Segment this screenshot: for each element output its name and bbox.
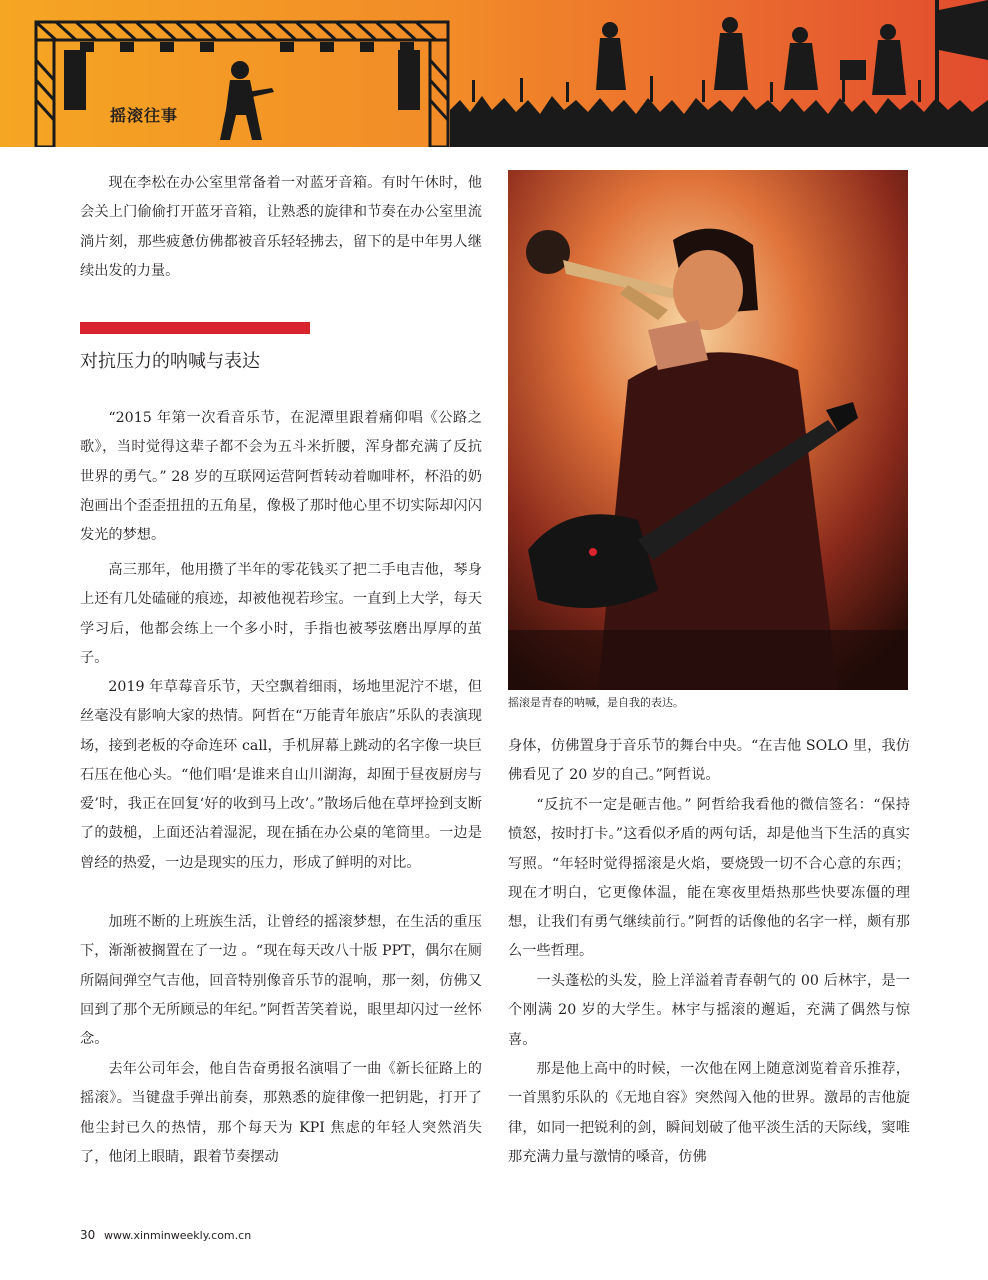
article-paragraph-5: 加班不断的上班族生活，让曾经的摇滚梦想，在生活的重压下，渐渐被搁置在了一边 。“现在每天改八十版 PPT，偶尔在厕所隔间弹空气吉他，回音特别像音乐节的混响，那一刻，仿佛又回到了那个无所顾忌的年纪。”阿哲苦笑着说，眼里却闪过一丝怀念。 (80, 914, 482, 1048)
section-divider-bar (80, 322, 310, 334)
page-number: 30 (80, 1228, 96, 1242)
article-paragraph-8: “反抗不一定是砸吉他。” 阿哲给我看他的微信签名：“保持愤怒，按时打卡。”这看似矛盾的两句话，却是他当下生活的真实写照。“年轻时觉得摇滚是火焰，要烧毁一切不合心意的东西；现在才明白，它更像体温，能在寒夜里焐热那些快要冻僵的理想，让我们有勇气继续前行。”阿哲的话像他的名字一样，颇有那么一些哲理。 (508, 797, 910, 960)
section-label: 摇滚往事 (110, 106, 179, 125)
header-banner (0, 0, 988, 147)
article-paragraph-4: 2019 年草莓音乐节，天空飘着细雨，场地里泥泞不堪，但丝毫没有影响大家的热情。阿哲在“万能青年旅店”乐队的表演现场，接到老板的夺命连环 call，手机屏幕上跳动的名字像一块巨石压在他心头。“他们唱‘是谁来自山川湖海，却囿于昼夜厨房与爱’时，我正在回复‘好的收到马上改’。”散场后他在草坪捡到支断了的鼓槌，上面还沾着湿泥，现在插在办公桌的笔筒里。一边是曾经的热爱，一边是现实的压力，形成了鲜明的对比。 (80, 679, 482, 871)
article-paragraph-7: 身体，仿佛置身于音乐节的舞台中央。“在吉他 SOLO 里，我仿佛看见了 20 岁的自己。”阿哲说。 (508, 738, 910, 784)
photo-caption: 摇滚是青春的呐喊，是自我的表达。 (508, 696, 684, 709)
site-url: www.xinminweekly.com.cn (104, 1229, 252, 1242)
concert-photo (508, 170, 908, 690)
article-paragraph-10: 那是他上高中的时候，一次他在网上随意浏览着音乐推荐，一首黑豹乐队的《无地自容》突然闯入他的世界。激昂的吉他旋律，如同一把锐利的剑，瞬间划破了他平淡生活的天际线，窦唯那充满力量与激情的嗓音，仿佛 (508, 1061, 910, 1165)
article-paragraph-3: 高三那年，他用攒了半年的零花钱买了把二手电吉他，琴身上还有几处磕碰的痕迹，却被他视若珍宝。一直到上大学，每天学习后，他都会练上一个多小时，手指也被琴弦磨出厚厚的茧子。 (80, 562, 482, 666)
article-paragraph-2: “2015 年第一次看音乐节，在泥潭里跟着痛仰唱《公路之歌》，当时觉得这辈子都不会为五斗米折腰，浑身都充满了反抗世界的勇气。” 28 岁的互联网运营阿哲转动着咖啡杯，杯沿的奶泡画出个歪歪扭扭的五角星，像极了那时他心里不切实际却闪闪发光的梦想。 (80, 410, 482, 544)
article-paragraph-9: 一头蓬松的头发，脸上洋溢着青春朝气的 00 后林宇，是一个刚满 20 岁的大学生。林宇与摇滚的邂逅，充满了偶然与惊喜。 (508, 973, 910, 1048)
article-paragraph-1: 现在李松在办公室里常备着一对蓝牙音箱。有时午休时，他会关上门偷偷打开蓝牙音箱，让熟悉的旋律和节奏在办公室里流淌片刻，那些疲惫仿佛都被音乐轻轻拂去，留下的是中年男人继续出发的力量。 (80, 175, 482, 279)
section-title: 对抗压力的呐喊与表达 (80, 351, 260, 372)
article-paragraph-6: 去年公司年会，他自告奋勇报名演唱了一曲《新长征路上的摇滚》。当键盘手弹出前奏，那熟悉的旋律像一把钥匙，打开了他尘封已久的热情，那个每天为 KPI 焦虑的年轻人突然消失了，他闭上眼睛，跟着节奏摆动 (80, 1061, 482, 1165)
